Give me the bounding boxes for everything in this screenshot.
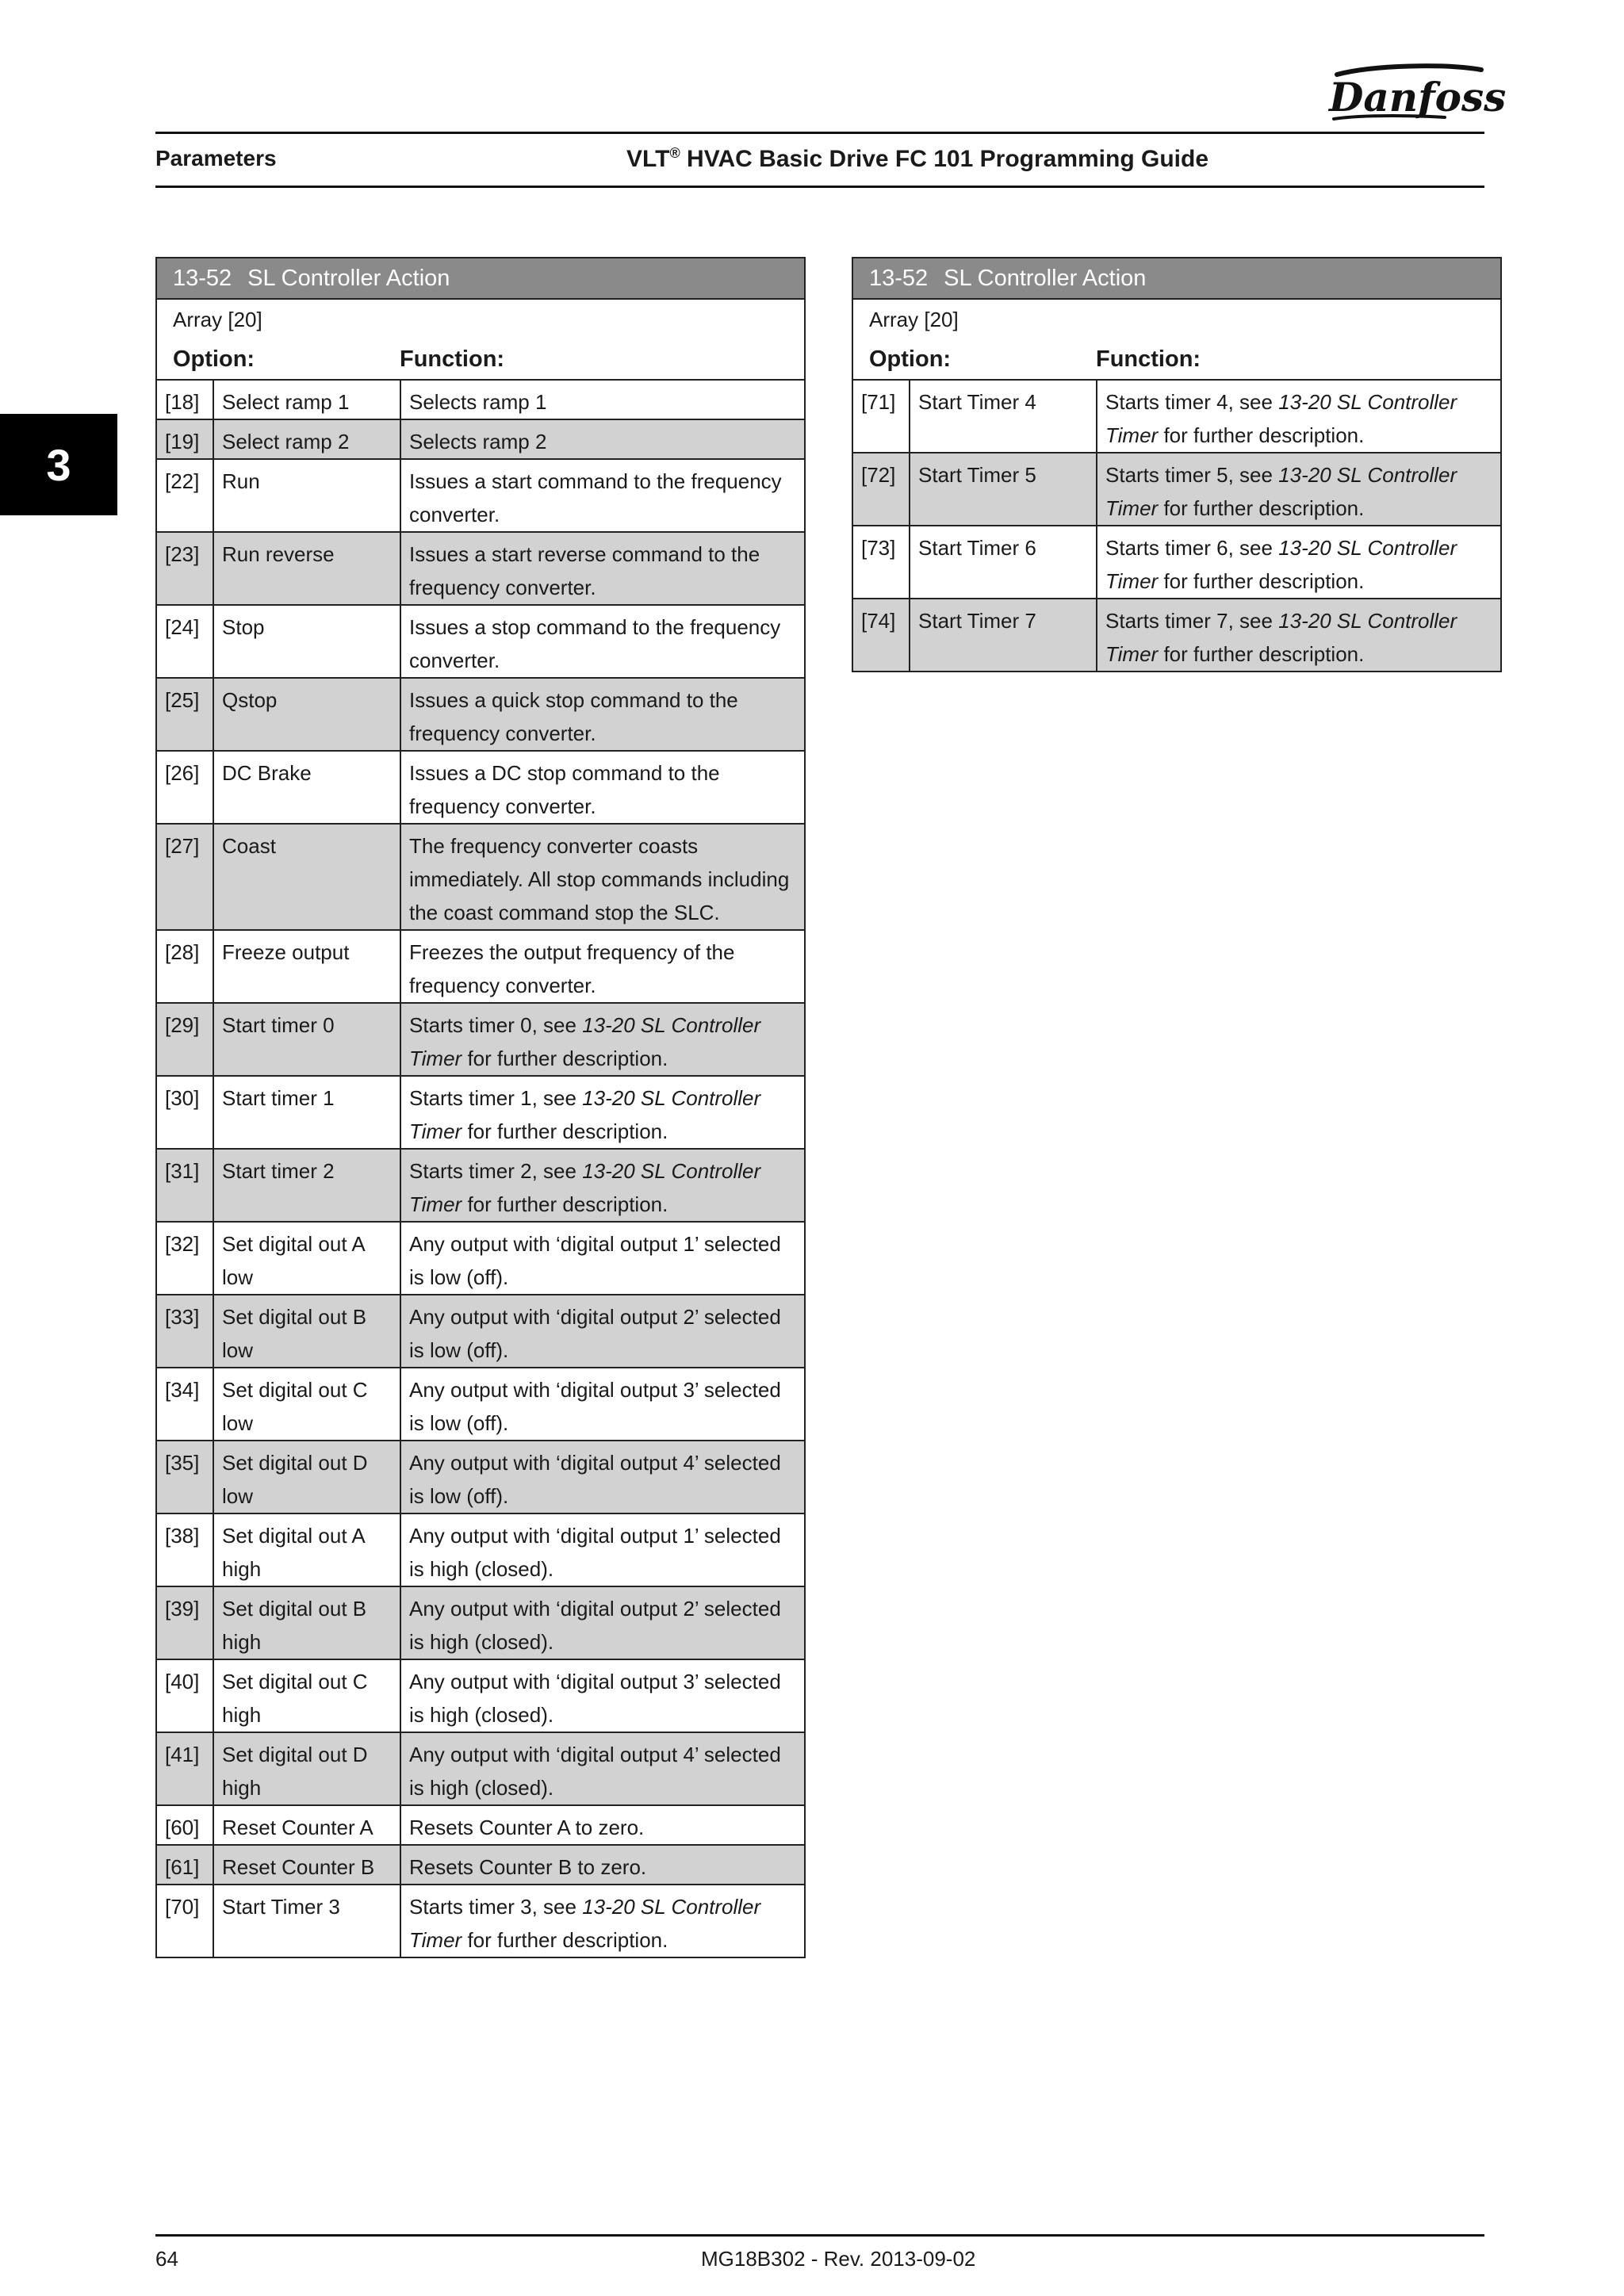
parameter-table-right [852, 257, 1502, 672]
option-name: Select ramp 1 [214, 381, 401, 419]
option-name: Reset Counter A [214, 1806, 401, 1844]
option-name: Start Timer 5 [910, 453, 1097, 525]
table-row [157, 1659, 804, 1732]
option-code: [38] [157, 1514, 214, 1586]
option-name: Select ramp 2 [214, 420, 401, 458]
option-name: Set digital out A high [214, 1514, 401, 1586]
function-description: Issues a DC stop command to the frequency converter. [409, 761, 720, 818]
column-header [853, 339, 1500, 381]
function-description: Any output with ‘digital output 2’ selected is low (off). [409, 1305, 781, 1362]
function-description: Any output with ‘digital output 4’ selected is high (closed). [409, 1743, 781, 1800]
table-row [853, 452, 1500, 525]
parameter-reference: 13-20 SL Controller Timer [1105, 536, 1457, 593]
table-row [157, 1804, 804, 1844]
parameter-reference: 13-20 SL Controller Timer [409, 1159, 761, 1216]
document-id: MG18B302 - Rev. 2013-09-02 [701, 2247, 976, 2271]
option-name: Reset Counter B [214, 1846, 401, 1884]
function-description: Starts timer 1, see 13-20 SL Controller Timer for further description. [409, 1086, 761, 1143]
table-row [157, 677, 804, 750]
option-code: [73] [853, 526, 910, 598]
function-description: Issues a quick stop command to the frequency converter. [409, 688, 738, 745]
function-description: Freezes the output frequency of the frequency converter. [409, 940, 735, 997]
function-description: Any output with ‘digital output 4’ selected is low (off). [409, 1451, 781, 1508]
table-row [157, 1294, 804, 1367]
function-description: Issues a start reverse command to the frequency converter. [409, 542, 760, 599]
table-row [157, 929, 804, 1002]
function-description: Starts timer 0, see 13-20 SL Controller Timer for further description. [409, 1013, 761, 1070]
option-code: [32] [157, 1223, 214, 1294]
table-row [157, 604, 804, 677]
footer-rule [155, 2234, 1484, 2237]
option-code: [29] [157, 1004, 214, 1075]
function-description: Any output with ‘digital output 1’ selected is low (off). [409, 1232, 781, 1289]
table-row [157, 1221, 804, 1294]
option-code: [18] [157, 381, 214, 419]
function-description: Resets Counter B to zero. [409, 1855, 647, 1879]
function-description: Starts timer 6, see 13-20 SL Controller Timer for further description. [1105, 536, 1457, 593]
function-description: Starts timer 3, see 13-20 SL Controller Timer for further description. [409, 1895, 761, 1952]
option-name: Qstop [214, 679, 401, 750]
option-name: Set digital out B low [214, 1295, 401, 1367]
table-row [157, 531, 804, 604]
table-title: 13-52 SL Controller Action [853, 258, 1500, 300]
option-code: [70] [157, 1885, 214, 1957]
option-name: Start Timer 7 [910, 599, 1097, 671]
function-description: Any output with ‘digital output 3’ selected is high (closed). [409, 1670, 781, 1727]
function-description: Any output with ‘digital output 1’ selected is high (closed). [409, 1524, 781, 1581]
option-code: [31] [157, 1150, 214, 1221]
option-code: [71] [853, 381, 910, 452]
option-code: [41] [157, 1733, 214, 1804]
option-code: [22] [157, 460, 214, 531]
column-option: Option: [869, 346, 952, 372]
option-code: [33] [157, 1295, 214, 1367]
option-code: [60] [157, 1806, 214, 1844]
option-code: [30] [157, 1077, 214, 1148]
column-option: Option: [173, 346, 255, 372]
table-row [157, 1367, 804, 1440]
option-code: [40] [157, 1660, 214, 1732]
table-row [157, 381, 804, 419]
option-name: Start Timer 3 [214, 1885, 401, 1957]
table-title: 13-52 SL Controller Action [157, 258, 804, 300]
array-label: Array [20] [869, 307, 959, 331]
table-row [157, 1002, 804, 1075]
column-function: Function: [400, 346, 505, 372]
header-title: VLT® HVAC Basic Drive FC 101 Programming Guide [626, 145, 1209, 172]
header-top-rule [155, 132, 1484, 134]
option-code: [34] [157, 1368, 214, 1440]
parameter-table-left [155, 257, 806, 1958]
option-name: Start timer 0 [214, 1004, 401, 1075]
function-description: Starts timer 5, see 13-20 SL Controller Timer for further description. [1105, 463, 1457, 520]
option-name: Set digital out D low [214, 1441, 401, 1513]
header-section: Parameters [155, 146, 277, 170]
option-code: [35] [157, 1441, 214, 1513]
option-code: [25] [157, 679, 214, 750]
table-row [157, 750, 804, 823]
parameter-reference: 13-20 SL Controller Timer [1105, 463, 1457, 520]
function-description: Starts timer 2, see 13-20 SL Controller Timer for further description. [409, 1159, 761, 1216]
parameter-reference: 13-20 SL Controller Timer [1105, 609, 1457, 666]
function-description: Any output with ‘digital output 3’ selected is low (off). [409, 1378, 781, 1435]
option-code: [61] [157, 1846, 214, 1884]
option-name: Set digital out C high [214, 1660, 401, 1732]
option-code: [24] [157, 606, 214, 677]
column-function: Function: [1096, 346, 1201, 372]
option-code: [74] [853, 599, 910, 671]
table-row [157, 1075, 804, 1148]
function-description: The frequency converter coasts immediately. All stop commands including the coast command stop the SLC. [409, 834, 790, 924]
table-row [853, 381, 1500, 452]
parameter-reference: 13-20 SL Controller Timer [409, 1895, 761, 1952]
logo-text: Danfoss [1329, 74, 1507, 121]
table-row [157, 1732, 804, 1804]
chapter-tab: 3 [0, 414, 117, 515]
function-description: Resets Counter A to zero. [409, 1816, 645, 1839]
function-description: Selects ramp 2 [409, 430, 547, 453]
table-row [853, 598, 1500, 671]
option-name: Start Timer 6 [910, 526, 1097, 598]
table-row [853, 525, 1500, 598]
table-row [157, 1148, 804, 1221]
option-code: [26] [157, 752, 214, 823]
parameter-reference: 13-20 SL Controller Timer [409, 1086, 761, 1143]
function-description: Issues a start command to the frequency converter. [409, 469, 782, 526]
table-row [157, 1440, 804, 1513]
option-name: Set digital out D high [214, 1733, 401, 1804]
option-code: [39] [157, 1587, 214, 1659]
function-description: Starts timer 7, see 13-20 SL Controller Timer for further description. [1105, 609, 1457, 666]
parameter-reference: 13-20 SL Controller Timer [409, 1013, 761, 1070]
table-row [157, 1586, 804, 1659]
function-description: Selects ramp 1 [409, 390, 547, 414]
page-number: 64 [155, 2247, 178, 2271]
table-row [157, 823, 804, 929]
table-row [157, 1513, 804, 1586]
table-body [853, 381, 1500, 671]
option-name: Run reverse [214, 533, 401, 604]
function-description: Starts timer 4, see 13-20 SL Controller Timer for further description. [1105, 390, 1457, 447]
header-bottom-rule [155, 186, 1484, 188]
table-row [157, 458, 804, 531]
option-name: Set digital out A low [214, 1223, 401, 1294]
option-name: Start timer 1 [214, 1077, 401, 1148]
option-name: Stop [214, 606, 401, 677]
danfoss-logo [1326, 59, 1507, 125]
array-label: Array [20] [173, 307, 262, 331]
function-description: Any output with ‘digital output 2’ selected is high (closed). [409, 1597, 781, 1654]
option-name: Start Timer 4 [910, 381, 1097, 452]
column-header [157, 339, 804, 381]
function-description: Issues a stop command to the frequency converter. [409, 615, 781, 672]
option-code: [72] [853, 453, 910, 525]
parameter-reference: 13-20 SL Controller Timer [1105, 390, 1457, 447]
option-name: Set digital out B high [214, 1587, 401, 1659]
option-name: Set digital out C low [214, 1368, 401, 1440]
table-row [157, 1844, 804, 1884]
option-code: [28] [157, 931, 214, 1002]
table-row [157, 419, 804, 458]
option-code: [27] [157, 825, 214, 929]
option-name: Coast [214, 825, 401, 929]
option-code: [19] [157, 420, 214, 458]
option-name: DC Brake [214, 752, 401, 823]
option-name: Freeze output [214, 931, 401, 1002]
option-name: Start timer 2 [214, 1150, 401, 1221]
option-name: Run [214, 460, 401, 531]
option-code: [23] [157, 533, 214, 604]
table-body [157, 381, 804, 1957]
table-row [157, 1884, 804, 1957]
